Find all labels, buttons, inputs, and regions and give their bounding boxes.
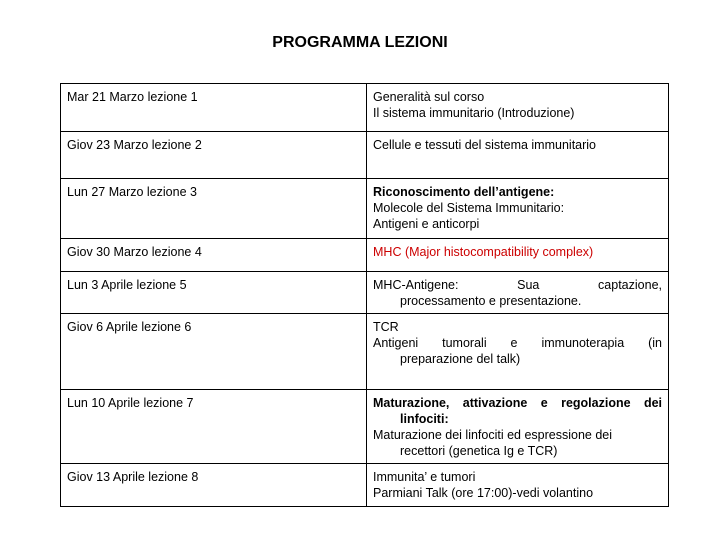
topic-line: MHC-Antigene: Sua captazione,	[373, 278, 662, 292]
lesson-topic	[367, 390, 669, 464]
topic-line: Parmiani Talk (ore 17:00)-vedi volantino	[373, 486, 594, 500]
lesson-schedule-table	[60, 83, 669, 507]
topic-heading: Riconoscimento dell’antigene:	[373, 185, 555, 199]
lesson-date: Giov 6 Aprile lezione 6	[61, 314, 367, 390]
lesson-date: Giov 13 Aprile lezione 8	[61, 464, 367, 507]
table-row	[61, 314, 669, 390]
lesson-date: Lun 10 Aprile lezione 7	[61, 390, 367, 464]
table-row	[61, 132, 669, 179]
lesson-topic	[367, 179, 669, 239]
table-row	[61, 464, 669, 507]
topic-line: Maturazione dei linfociti ed espressione dei	[373, 428, 613, 442]
topic-heading: Maturazione, attivazione e regolazione dei	[373, 396, 662, 410]
table-row	[61, 390, 669, 464]
topic-heading: linfociti:	[400, 412, 449, 426]
topic-line: Generalità sul corso	[373, 90, 485, 104]
topic-line: Antigeni tumorali e immunoterapia (in	[373, 336, 662, 350]
topic-line: Molecole del Sistema Immunitario:	[373, 201, 565, 215]
topic-line: Cellule e tessuti del sistema immunitario	[373, 138, 597, 152]
topic-line-highlight: MHC (Major histocompatibility complex)	[373, 245, 594, 259]
lesson-date: Giov 30 Marzo lezione 4	[61, 239, 367, 272]
topic-line: Antigeni e anticorpi	[373, 217, 480, 231]
lesson-date: Giov 23 Marzo lezione 2	[61, 132, 367, 179]
topic-line: preparazione del talk)	[400, 352, 521, 366]
topic-line: recettori (genetica Ig e TCR)	[400, 444, 558, 458]
topic-line: processamento e presentazione.	[400, 294, 582, 308]
table-row	[61, 84, 669, 132]
lesson-topic	[367, 272, 669, 314]
lesson-topic	[367, 84, 669, 132]
lesson-date: Mar 21 Marzo lezione 1	[61, 84, 367, 132]
topic-line: TCR	[373, 320, 399, 334]
lesson-topic	[367, 132, 669, 179]
topic-line: Immunita’ e tumori	[373, 470, 476, 484]
lesson-topic	[367, 464, 669, 507]
lesson-topic	[367, 239, 669, 272]
table-row	[61, 239, 669, 272]
lesson-topic	[367, 314, 669, 390]
topic-line: Il sistema immunitario (Introduzione)	[373, 106, 575, 120]
lesson-date: Lun 27 Marzo lezione 3	[61, 179, 367, 239]
lesson-date: Lun 3 Aprile lezione 5	[61, 272, 367, 314]
table-row	[61, 179, 669, 239]
table-row	[61, 272, 669, 314]
page-title: PROGRAMMA LEZIONI	[272, 34, 448, 51]
